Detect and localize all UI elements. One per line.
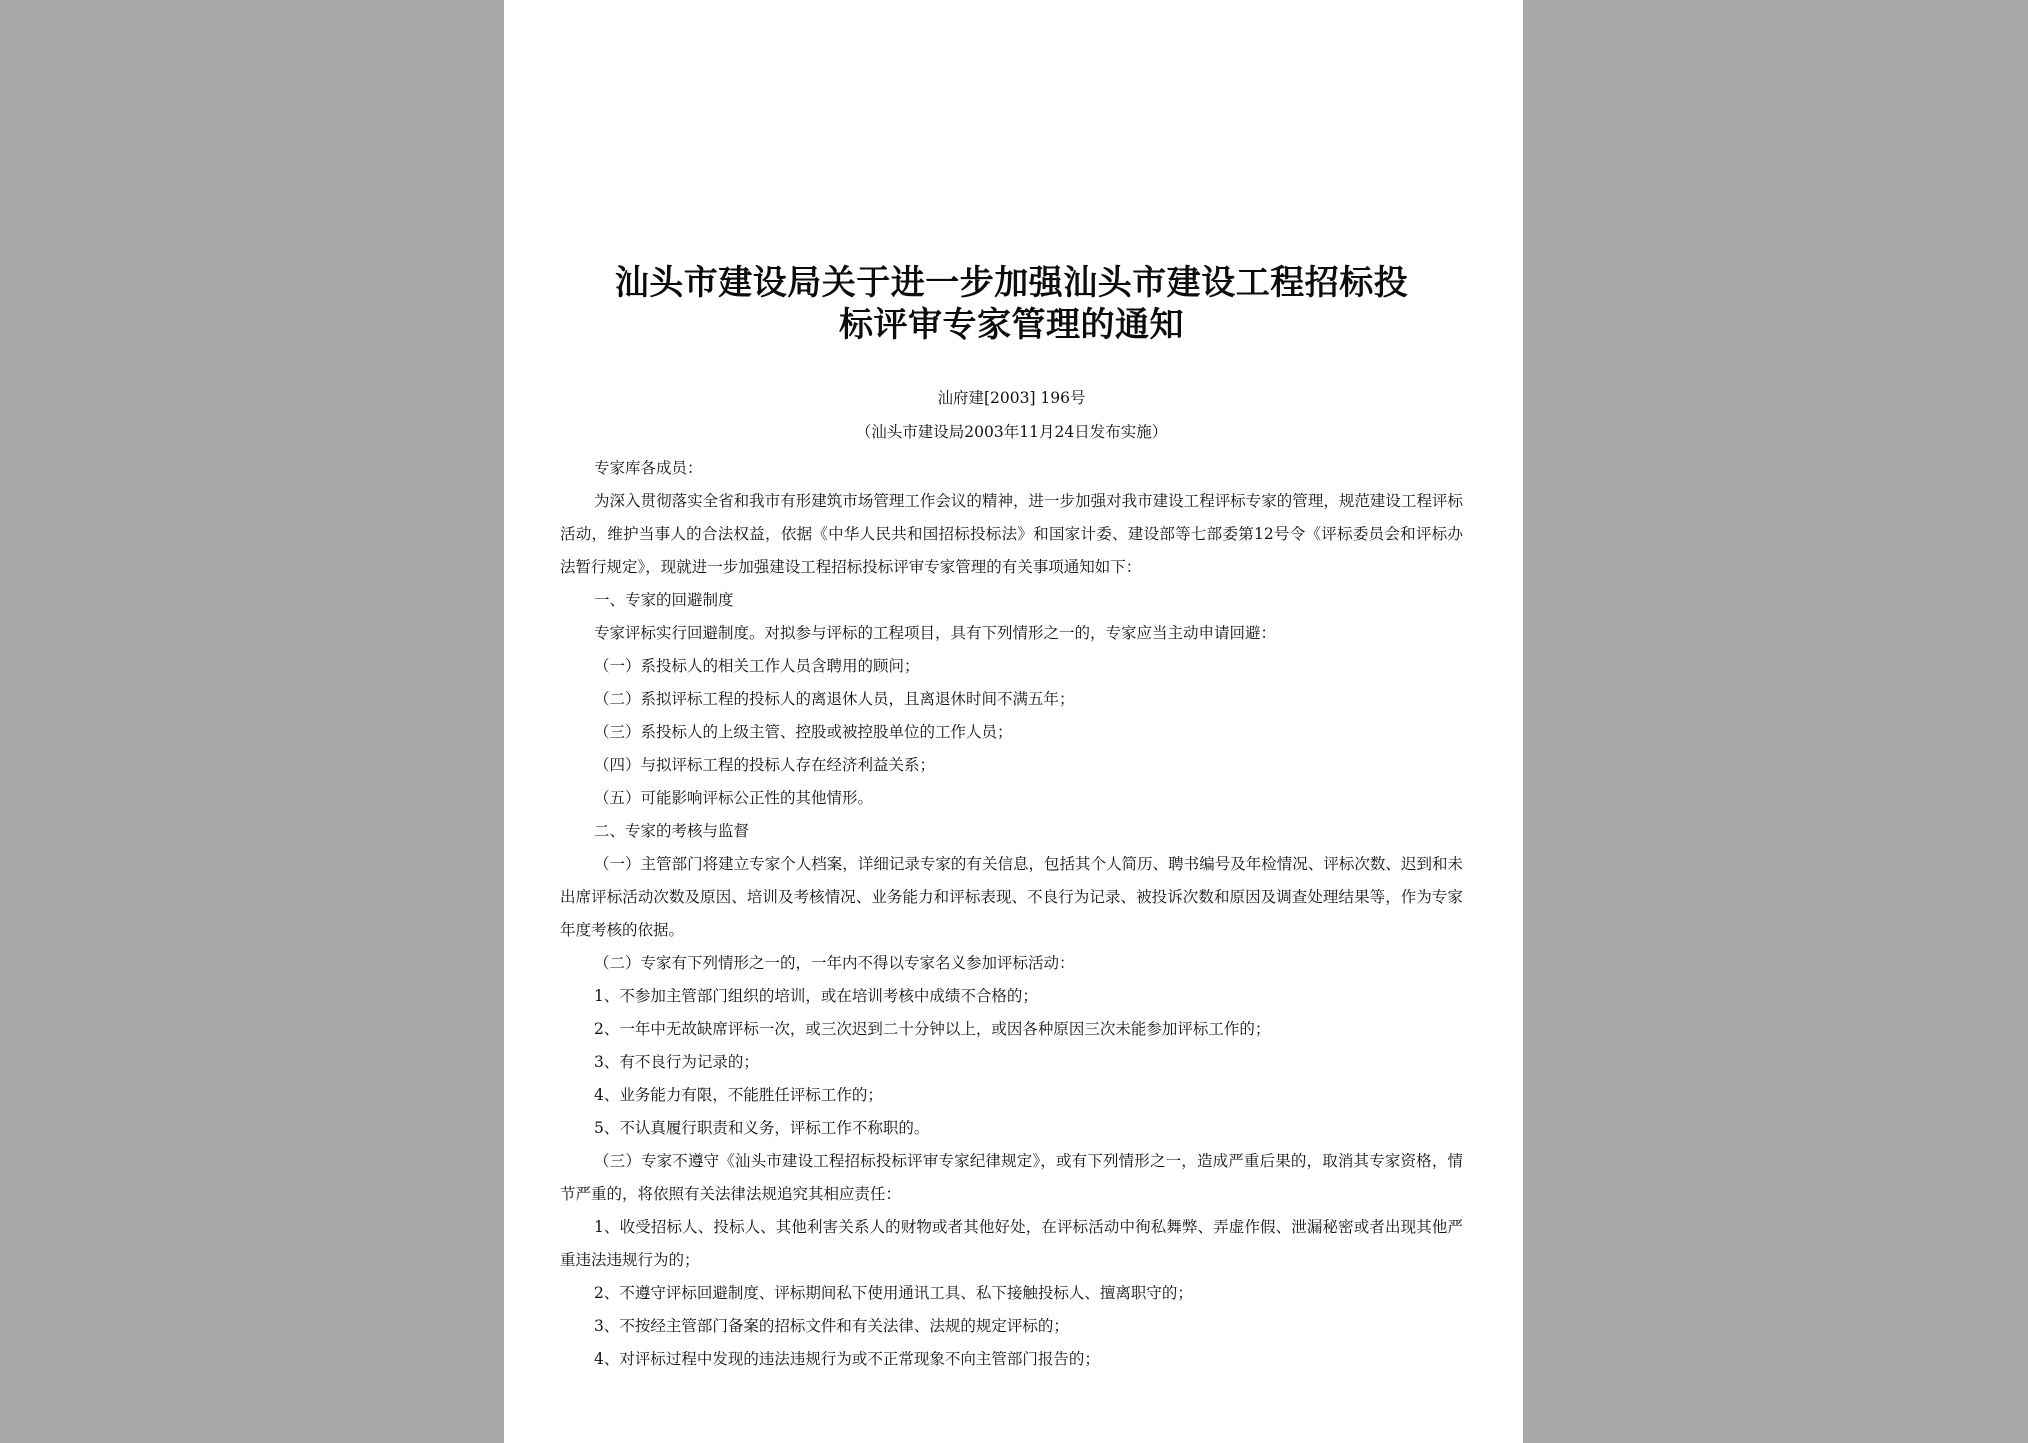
list-item: 1、不参加主管部门组织的培训，或在培训考核中成绩不合格的； bbox=[594, 987, 1038, 1005]
body-paragraph: （二）专家有下列情形之一的，一年内不得以专家名义参加评标活动： bbox=[594, 954, 1075, 972]
body-paragraph: （三）专家不遵守《汕头市建设工程招标投标评审专家纪律规定》，或有下列情形之一，造成严重后果的，取消其专家资格，情节严重的，将依照有关法律法规追究其相应责任： bbox=[560, 1152, 1463, 1203]
list-item: （四）与拟评标工程的投标人存在经济利益关系； bbox=[594, 756, 936, 774]
list-item: 4、业务能力有限，不能胜任评标工作的； bbox=[594, 1086, 883, 1104]
section-heading: 二、专家的考核与监督 bbox=[594, 822, 750, 840]
list-item: （三）系投标人的上级主管、控股或被控股单位的工作人员； bbox=[594, 723, 1013, 741]
issue-note: （汕头市建设局2003年11月24日发布实施） bbox=[855, 423, 1168, 441]
document-title bbox=[560, 262, 1463, 346]
list-item: 5、不认真履行职责和义务，评标工作不称职的。 bbox=[594, 1119, 930, 1137]
title-line: 标评审专家管理的通知 bbox=[839, 305, 1184, 345]
body-paragraph: 专家评标实行回避制度。对拟参与评标的工程项目，具有下列情形之一的，专家应当主动申请回避： bbox=[594, 624, 1277, 642]
list-item: （一）系投标人的相关工作人员含聘用的顾问； bbox=[594, 657, 920, 675]
document-number: 汕府建[2003] 196号 bbox=[937, 389, 1086, 407]
list-item: 2、不遵守评标回避制度、评标期间私下使用通讯工具、私下接触投标人、擅离职守的； bbox=[594, 1284, 1193, 1302]
document-body bbox=[560, 452, 1463, 1376]
list-item: （二）系拟评标工程的投标人的离退休人员，且离退休时间不满五年； bbox=[594, 690, 1075, 708]
list-item: （五）可能影响评标公正性的其他情形。 bbox=[594, 789, 874, 807]
body-paragraph: 为深入贯彻落实全省和我市有形建筑市场管理工作会议的精神，进一步加强对我市建设工程评标专家的管理，规范建设工程评标活动，维护当事人的合法权益，依据《中华人民共和国招标投标法》和国家计委、建设部等七部委第12号令《评标委员会和评标办法暂行规定》，现就进一步加强建设工程招标投标评审专家管理的有关事项通知如下： bbox=[560, 492, 1463, 576]
section-heading: 一、专家的回避制度 bbox=[594, 591, 734, 609]
list-item: 3、不按经主管部门备案的招标文件和有关法律、法规的规定评标的； bbox=[594, 1317, 1069, 1335]
list-item: 3、有不良行为记录的； bbox=[594, 1053, 759, 1071]
list-item: 1、收受招标人、投标人、其他利害关系人的财物或者其他好处，在评标活动中徇私舞弊、弄虚作假、泄漏秘密或者出现其他严重违法违规行为的； bbox=[560, 1218, 1463, 1269]
title-line: 汕头市建设局关于进一步加强汕头市建设工程招标投 bbox=[614, 263, 1409, 303]
list-item: 4、对评标过程中发现的违法违规行为或不正常现象不向主管部门报告的； bbox=[594, 1350, 1100, 1368]
salutation: 专家库各成员： bbox=[594, 459, 703, 477]
body-paragraph: （一）主管部门将建立专家个人档案，详细记录专家的有关信息，包括其个人简历、聘书编号及年检情况、评标次数、迟到和未出席评标活动次数及原因、培训及考核情况、业务能力和评标表现、不良行为记录、被投诉次数和原因及调查处理结果等，作为专家年度考核的依据。 bbox=[560, 855, 1463, 939]
document-page bbox=[504, 0, 1523, 1443]
list-item: 2、一年中无故缺席评标一次，或三次迟到二十分钟以上，或因各种原因三次未能参加评标工作的； bbox=[594, 1020, 1271, 1038]
